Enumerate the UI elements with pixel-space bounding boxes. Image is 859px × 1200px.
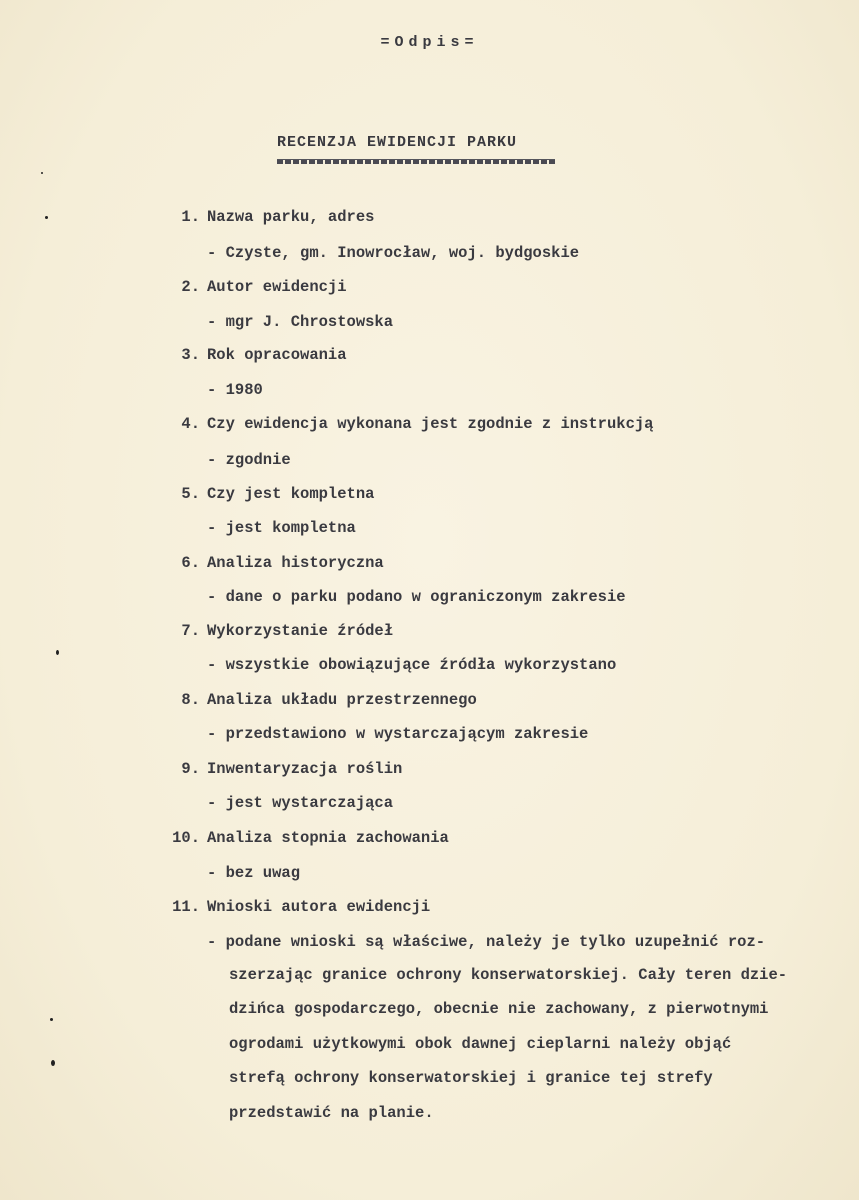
paper-speck xyxy=(45,216,48,219)
answer-continuation: dzińca gospodarczego, obecnie nie zachowany, z pierwotnymi xyxy=(229,1000,769,1018)
answer-continuation: przedstawić na planie. xyxy=(229,1104,434,1122)
item-answer: - przedstawiono w wystarczającym zakresie xyxy=(207,725,589,743)
item-label: Rok opracowania xyxy=(207,346,347,364)
paper-speck xyxy=(56,650,59,655)
item-label: Analiza historyczna xyxy=(207,554,384,572)
item-answer: - bez uwag xyxy=(207,864,301,882)
item-label: Inwentaryzacja roślin xyxy=(207,760,403,778)
title-underline xyxy=(277,159,555,164)
answer-continuation: ogrodami użytkowymi obok dawnej cieplarni należy objąć xyxy=(229,1035,732,1053)
item-number: 7. xyxy=(181,622,200,640)
item-answer: - jest wystarczająca xyxy=(207,794,394,812)
item-label: Wykorzystanie źródeł xyxy=(207,622,394,640)
item-label: Analiza stopnia zachowania xyxy=(207,829,449,847)
document-title: RECENZJA EWIDENCJI PARKU xyxy=(277,134,518,151)
item-number: 8. xyxy=(181,691,200,709)
item-answer: - dane o parku podano w ograniczonym zakresie xyxy=(207,588,626,606)
item-answer: - mgr J. Chrostowska xyxy=(207,313,394,331)
item-number: 11. xyxy=(172,898,200,916)
paper-speck xyxy=(41,172,43,174)
item-number: 3. xyxy=(181,346,200,364)
item-answer: - jest kompletna xyxy=(207,519,356,537)
answer-continuation: strefą ochrony konserwatorskiej i granice tej strefy xyxy=(229,1069,713,1087)
paper-speck xyxy=(51,1060,55,1066)
document-header: =Odpis= xyxy=(380,34,479,51)
item-answer: - podane wnioski są właściwe, należy je tylko uzupełnić roz- xyxy=(207,933,766,951)
item-label: Autor ewidencji xyxy=(207,278,347,296)
item-number: 9. xyxy=(181,760,200,778)
item-answer: - zgodnie xyxy=(207,451,291,469)
item-answer: - Czyste, gm. Inowrocław, woj. bydgoskie xyxy=(207,244,580,262)
paper-speck xyxy=(50,1018,53,1021)
item-label: Wnioski autora ewidencji xyxy=(207,898,431,916)
answer-continuation: szerzając granice ochrony konserwatorskiej. Cały teren dzie- xyxy=(229,966,788,984)
item-label: Nazwa parku, adres xyxy=(207,208,375,226)
item-label: Czy ewidencja wykonana jest zgodnie z instrukcją xyxy=(207,415,654,433)
item-answer: - 1980 xyxy=(207,381,263,399)
item-label: Czy jest kompletna xyxy=(207,485,375,503)
item-number: 6. xyxy=(181,554,200,572)
item-number: 5. xyxy=(181,485,200,503)
item-number: 10. xyxy=(172,829,200,847)
item-label: Analiza układu przestrzennego xyxy=(207,691,477,709)
item-number: 1. xyxy=(181,208,200,226)
item-answer: - wszystkie obowiązujące źródła wykorzystano xyxy=(207,656,617,674)
item-number: 4. xyxy=(181,415,200,433)
item-number: 2. xyxy=(181,278,200,296)
